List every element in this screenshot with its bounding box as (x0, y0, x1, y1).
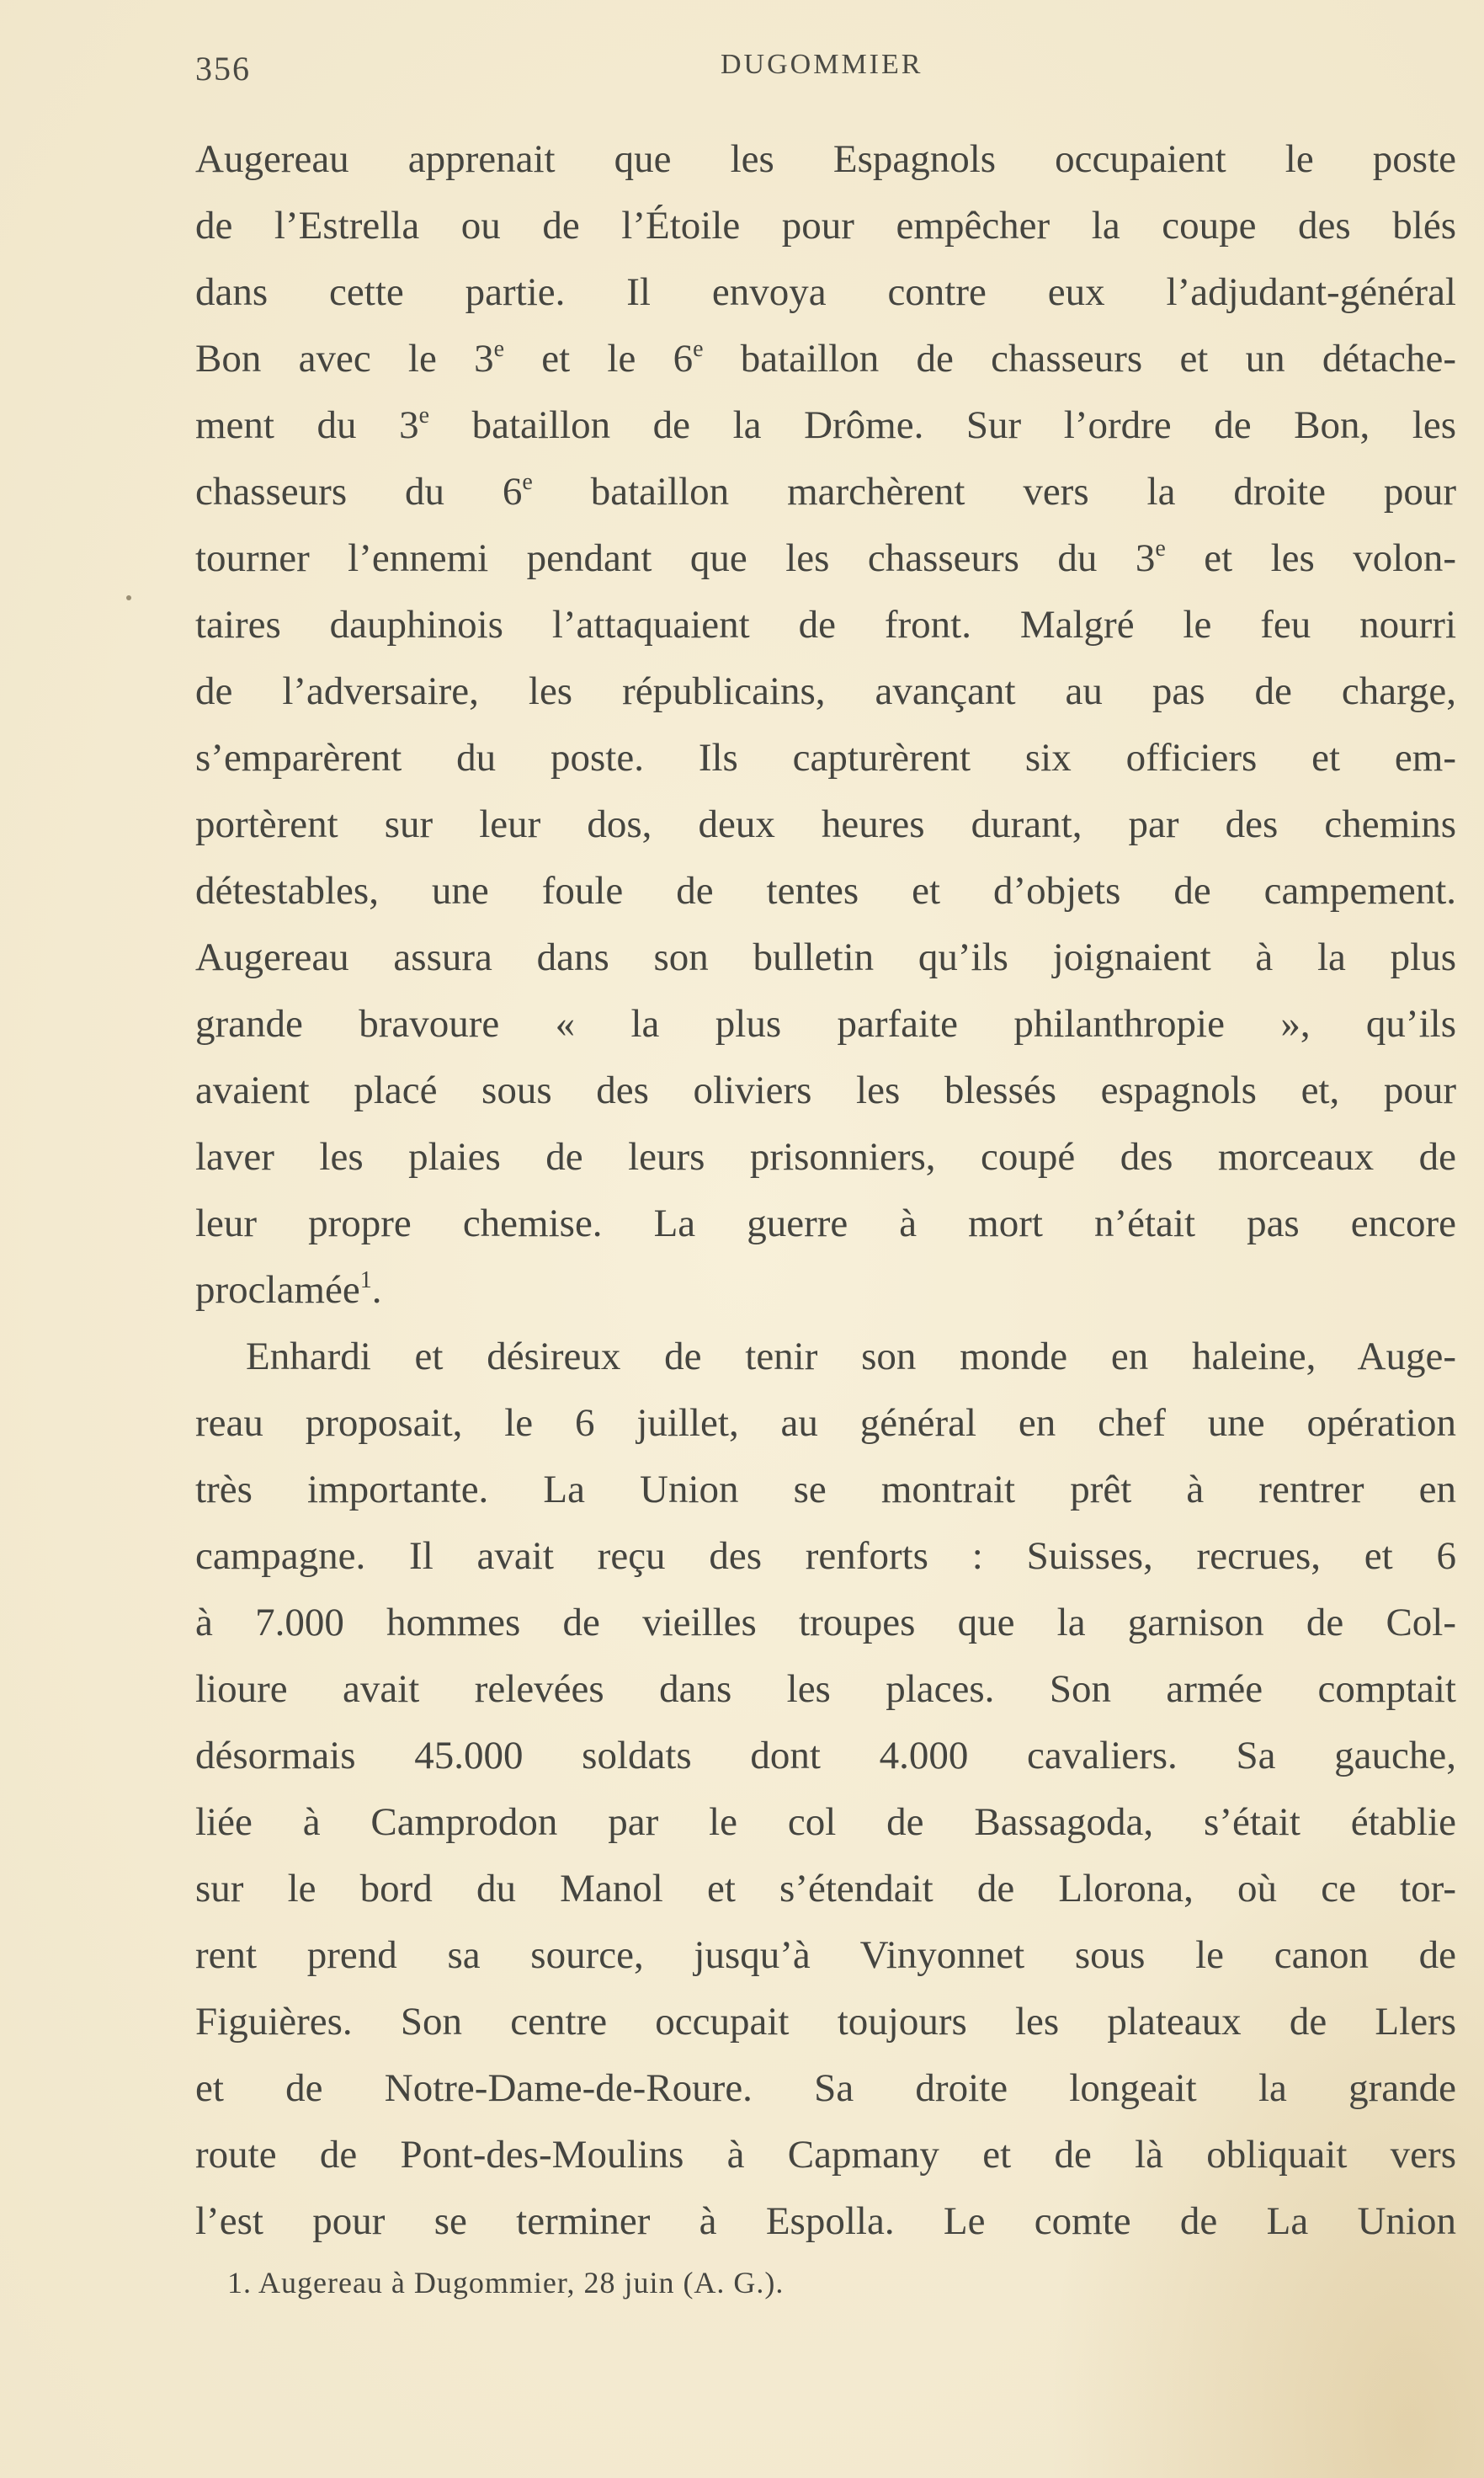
text-line: de l’adversaire, les républicains, avançant au pas de charge, (195, 669, 1456, 713)
text-line: Bon avec le 3e et le 6e bataillon de chasseurs et un détache- (195, 336, 1456, 381)
text-line: Augereau assura dans son bulletin qu’ils joignaient à la plus (195, 935, 1456, 979)
text-line: sur le bord du Manol et s’étendait de Llorona, où ce tor- (195, 1867, 1456, 1910)
text-line: route de Pont-des-Moulins à Capmany et de là obliquait vers (195, 2133, 1456, 2177)
running-title: DUGOMMIER (721, 49, 923, 80)
text-line: tourner l’ennemi pendant que les chasseurs du 3e et les volon- (195, 536, 1456, 580)
text-line: Figuières. Son centre occupait toujours les plateaux de Llers (195, 2000, 1456, 2044)
text-line: leur propre chemise. La guerre à mort n’était pas encore (195, 1202, 1456, 1245)
text-line: lioure avait relevées dans les places. Son armée comptait (195, 1667, 1456, 1711)
text-line: avaient placé sous des oliviers les blessés espagnols et, pour (195, 1068, 1456, 1112)
text-line: détestables, une foule de tentes et d’objets de campement. (195, 869, 1456, 913)
text-line: l’est pour se terminer à Espolla. Le comte de La Union (195, 2199, 1456, 2243)
text-line: Augereau apprenait que les Espagnols occupaient le poste (195, 137, 1456, 181)
text-line: désormais 45.000 soldats dont 4.000 cavaliers. Sa gauche, (195, 1734, 1456, 1777)
text-line: Enhardi et désireux de tenir son monde en haleine, Auge- (246, 1335, 1456, 1378)
text-line: reau proposait, le 6 juillet, au général en chef une opération (195, 1401, 1456, 1445)
running-head (195, 49, 1456, 99)
text-line: à 7.000 hommes de vieilles troupes que la garnison de Col- (195, 1601, 1456, 1644)
text-line: laver les plaies de leurs prisonniers, coupé des morceaux de (195, 1135, 1456, 1179)
text-line: ment du 3e bataillon de la Drôme. Sur l’ordre de Bon, les (195, 402, 1456, 447)
text-line: s’emparèrent du poste. Ils capturèrent six officiers et em- (195, 736, 1456, 780)
text-line: très importante. La Union se montrait prêt à rentrer en (195, 1468, 1456, 1511)
text-line: proclamée$^1$. (195, 1267, 382, 1312)
text-line: campagne. Il avait reçu des renforts : Suisses, recrues, et 6 (195, 1534, 1456, 1578)
margin-speck (126, 595, 131, 600)
text-line: rent prend sa source, jusqu’à Vinyonnet sous le canon de (195, 1933, 1456, 1977)
page-number: 356 (195, 50, 251, 88)
text-line: chasseurs du 6e bataillon marchèrent vers la droite pour (195, 469, 1456, 514)
text-line: grande bravoure « la plus parfaite philanthropie », qu’ils (195, 1002, 1456, 1046)
text-line: liée à Camprodon par le col de Bassagoda, s’était établie (195, 1800, 1456, 1844)
text-line: de l’Estrella ou de l’Étoile pour empêcher la coupe des blés (195, 204, 1456, 248)
text-line: dans cette partie. Il envoya contre eux l’adjudant-général (195, 270, 1456, 314)
body-text (195, 126, 1456, 2255)
text-line: portèrent sur leur dos, deux heures durant, par des chemins (195, 802, 1456, 846)
footnote: 1. Augereau à Dugommier, 28 juin (A. G.). (227, 2266, 785, 2299)
text-line: taires dauphinois l’attaquaient de front. Malgré le feu nourri (195, 603, 1456, 647)
text-line: et de Notre-Dame-de-Roure. Sa droite longeait la grande (195, 2066, 1456, 2110)
